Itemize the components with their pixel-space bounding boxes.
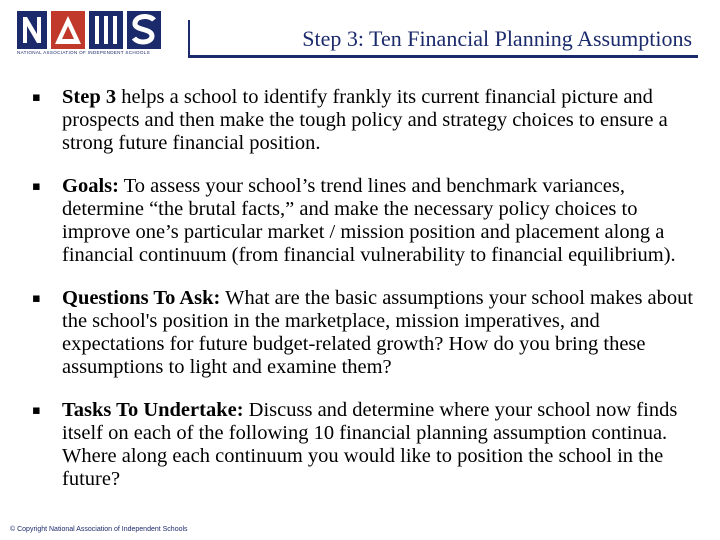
bullet-questions: [30, 287, 700, 379]
bullet-square-icon: ▪: [32, 403, 41, 418]
bullet-tasks: [30, 399, 700, 491]
bullet-text: helps a school to identify frankly its current financial picture and prospects and then make the tough policy and strategy choices to ensure a strong future financial position.: [62, 86, 668, 154]
logo-i-bar-1: [95, 16, 99, 44]
bullet-lead: Questions To Ask:: [62, 287, 221, 309]
bullet-goals: [30, 175, 700, 267]
bullet-text: What are the basic assumptions your school makes about the school's position in the marketplace, mission imperatives, and expectations for future budget-related growth? How do you bring these assumptions to light and examine them?: [62, 287, 694, 378]
bullet-text: Discuss and determine where your school now finds itself on each of the following 10 financial planning assumption continua. Where along each continuum you would like to position the school in the future?: [62, 399, 678, 490]
bullet-lead: Tasks To Undertake:: [62, 399, 244, 421]
page-title: Step 3: Ten Financial Planning Assumptions: [302, 26, 692, 51]
bullet-text: To assess your school’s trend lines and benchmark variances, determine “the brutal facts,” and make the necessary policy choices to improve one’s particular market / mission position and placement along a financial continuum (from financial vulnerability to financial equilibrium).: [62, 175, 676, 266]
bullet-square-icon: ▪: [32, 291, 41, 306]
logo-i-bar-2: [104, 16, 108, 44]
title-bar: [188, 20, 698, 58]
nais-logo-mark: [14, 8, 186, 52]
bullet-square-icon: ▪: [32, 179, 41, 194]
bullet-square-icon: ▪: [32, 90, 41, 105]
bullet-lead: Step 3: [62, 86, 117, 108]
bullet-step3: [30, 86, 700, 155]
logo-caption: NATIONAL ASSOCIATION OF INDEPENDENT SCHOOLS: [17, 50, 150, 55]
copyright-footer: © Copyright National Association of Independent Schools: [10, 526, 188, 533]
nais-logo: [14, 8, 186, 64]
bullet-lead: Goals:: [62, 175, 119, 197]
logo-i-bar-3: [113, 16, 117, 44]
bullet-list: [30, 86, 700, 511]
